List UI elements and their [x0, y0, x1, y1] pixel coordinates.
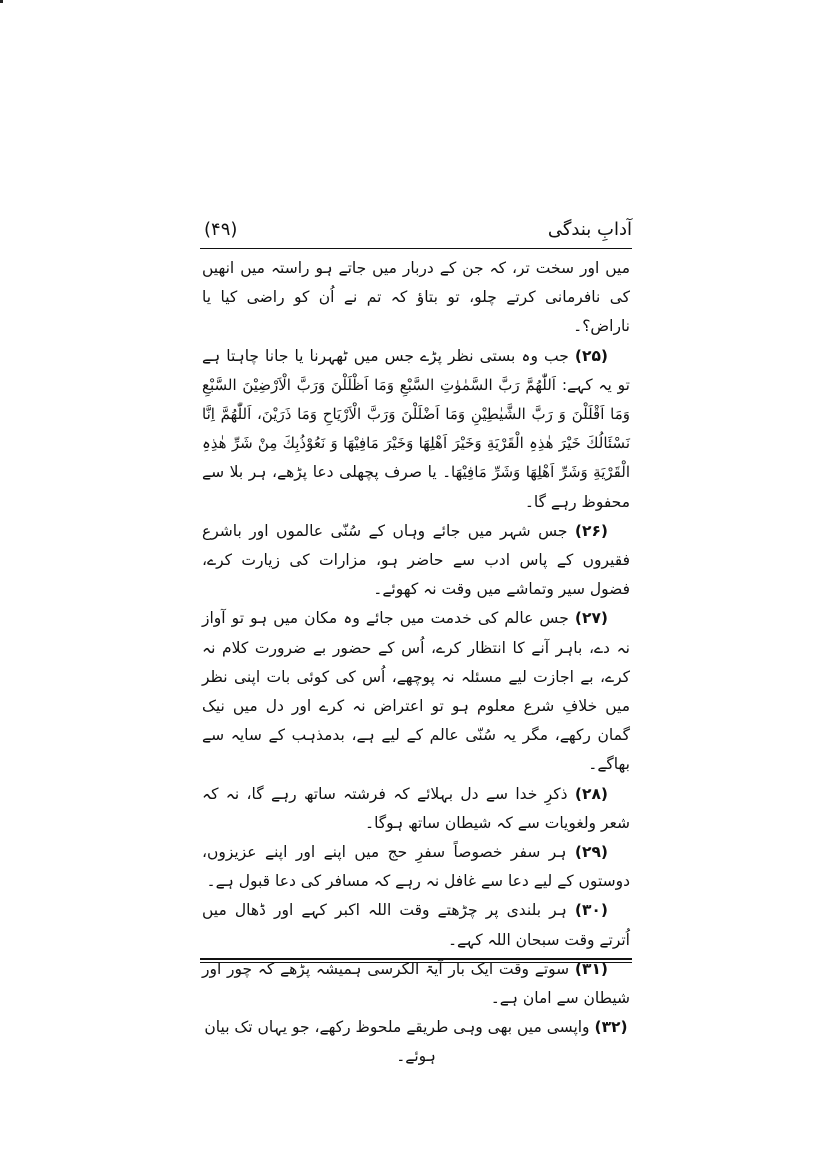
header-rule — [200, 248, 632, 249]
paragraph-text: جس شہر میں جائے وہاں کے سُنّی عالموں اور باشرع فقیروں کے پاس ادب سے حاضر ہو، مزارات کی زیارت کرے، فضول سیر وتماشے میں وقت نہ کھوئے۔ — [202, 521, 630, 599]
paragraph-number: (۳۱) — [574, 959, 608, 978]
paragraph-text: جب وہ بستی نظر پڑے جس میں ٹھہرنا یا جانا چاہتا ہے تو یہ کہے: — [202, 346, 630, 394]
paragraph-continued — [202, 254, 630, 342]
paragraph-26 — [202, 517, 630, 605]
paragraph-29 — [202, 838, 630, 896]
paragraph-30 — [202, 896, 630, 954]
paragraph-text-after: یا صرف پچھلی دعا پڑھے، ہر بلا سے محفوظ رہے گا۔ — [202, 463, 630, 511]
footer-rule-thick — [200, 958, 632, 960]
running-header — [200, 218, 632, 248]
paragraph-text: واپسی میں بھی وہی طریقے ملحوظ رکھے، جو یہاں تک بیان ہوئے۔ — [204, 1018, 590, 1066]
paragraph-number: (۲۷) — [574, 609, 608, 628]
page-number: (۴۹) — [204, 219, 238, 240]
book-title: آدابِ بندگی — [547, 219, 632, 240]
paragraph-number: (۲۸) — [574, 784, 608, 803]
paragraph-number: (۲۶) — [574, 521, 608, 540]
paragraph-text: سوتے وقت ایک بار آیۃ الکرسی ہمیشہ پڑھے کہ چور اور شیطان سے امان ہے۔ — [202, 959, 630, 1008]
footer-rule-thin — [200, 962, 632, 963]
paragraph-number: (۲۹) — [574, 843, 608, 862]
paragraph-31 — [202, 955, 630, 1013]
paragraph-25 — [202, 342, 630, 517]
page-corner-mark — [0, 0, 3, 3]
paragraph-text: میں اور سخت تر، کہ جن کے دربار میں جاتے ہو راستہ میں انھیں کی نافرمانی کرتے چلو، تو بتاؤ کہ تم نے اُن کو راضی کیا یا ناراض؟۔ — [202, 259, 630, 336]
paragraph-28 — [202, 780, 630, 838]
paragraph-32 — [202, 1013, 630, 1071]
paragraph-27 — [202, 604, 630, 779]
paragraph-text: ہر بلندی پر چڑھتے وقت اللہ اکبر کہے اور ڈھال میں اُترتے وقت سبحان اللہ کہے۔ — [202, 901, 630, 949]
paragraph-text: ہر سفر خصوصاً سفرِ حج میں اپنے اور اپنے عزیزوں، دوستوں کے لیے دعا سے غافل نہ رہے کہ مسافر کی دعا قبول ہے۔ — [202, 843, 630, 891]
paragraph-number: (۲۵) — [574, 346, 608, 365]
paragraph-number: (۳۲) — [594, 1018, 628, 1037]
paragraph-text: ذکرِ خدا سے دل بہلائے کہ فرشتہ ساتھ رہے گا، نہ کہ شعر ولغویات سے کہ شیطان ساتھ ہوگا۔ — [202, 784, 630, 832]
arabic-supplication: اَللّٰھُمَّ رَبَّ السَّمٰوٰتِ السَّبْعِ وَمَا اَظْلَلْنَ وَرَبَّ الْاَرْضِیْنَ السَّبْعِ وَمَا اَقْلَلْنَ وَ رَبَّ الشَّیٰطِیْنِ وَمَا اَضْلَلْنَ وَرَبَّ الْاَرْیَاحِ وَمَا ذَرَیْنَ، اَللّٰھُمَّ اِنَّا نَسْئَالُكَ خَیْرَ ھٰذِہِ الْقَرْیَةِ وَخَیْرَ اَھْلِھَا وَخَیْرَ مَافِیْھَا وَ نَعُوْذُبِكَ مِنْ شَرِّ ھٰذِہِ الْقَرْیَةِ وَشَرِّ اَھْلِھَا وَشَرِّ مَافِیْھَا۔ — [202, 375, 630, 482]
body-text — [202, 254, 630, 1072]
paragraph-number: (۳۰) — [574, 901, 608, 920]
paragraph-text: جس عالم کی خدمت میں جائے وہ مکان میں ہو تو آواز نہ دے، باہر آنے کا انتظار کرے، اُس کے حضور بے ضرورت کلام نہ کرے، بے اجازت لیے مسئلہ نہ پوچھے، اُس کی کوئی بات اپنی نظر میں خلافِ شرع معلوم ہو تو اعتراض نہ کرے اور دل میں نیک گمان رکھے، مگر یہ سُنّی عالم کے لیے ہے، بدمذہب کے سایہ سے بھاگے۔ — [202, 609, 630, 774]
